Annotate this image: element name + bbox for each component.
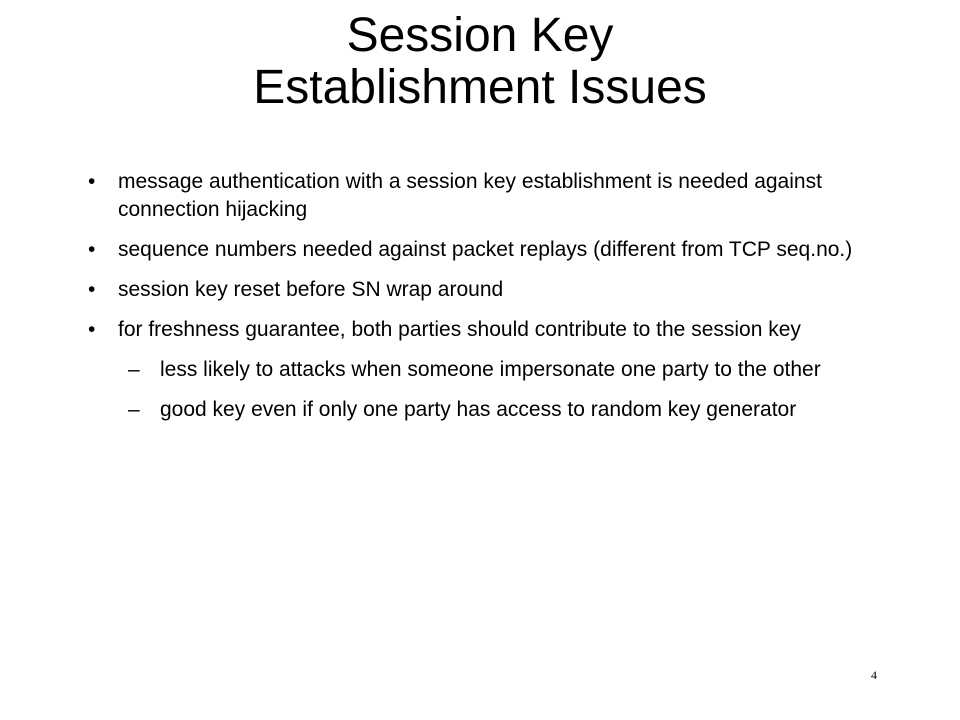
bullet-item — [82, 236, 882, 264]
page-number: 4 — [871, 668, 877, 682]
sub-bullet-text: good key even if only one party has access to random key generator — [160, 398, 797, 421]
sub-bullet-item — [82, 396, 882, 424]
bullet-marker: • — [88, 238, 96, 261]
bullet-text: for freshness guarantee, both parties should contribute to the session key — [118, 318, 801, 341]
sub-bullet-text: less likely to attacks when someone impersonate one party to the other — [160, 358, 821, 381]
bullet-text: session key reset before SN wrap around — [118, 278, 504, 301]
bullet-item — [82, 276, 882, 304]
bullet-marker: • — [88, 318, 96, 341]
sub-bullet-marker: – — [128, 358, 140, 381]
bullet-marker: • — [88, 170, 96, 193]
bullet-item — [82, 168, 882, 224]
slide-title — [0, 10, 960, 114]
slide-title-line-2: Establishment Issues — [253, 61, 707, 114]
slide-title-line-1: Session Key — [346, 9, 614, 62]
bullet-item — [82, 316, 882, 344]
bullet-list — [82, 168, 882, 436]
sub-bullet-marker: – — [128, 398, 140, 421]
bullet-text: sequence numbers needed against packet replays (different from TCP seq.no.) — [118, 238, 853, 261]
bullet-marker: • — [88, 278, 96, 301]
bullet-text: message authentication with a session key establishment is needed against connection hijacking — [118, 170, 822, 221]
sub-bullet-item — [82, 356, 882, 384]
